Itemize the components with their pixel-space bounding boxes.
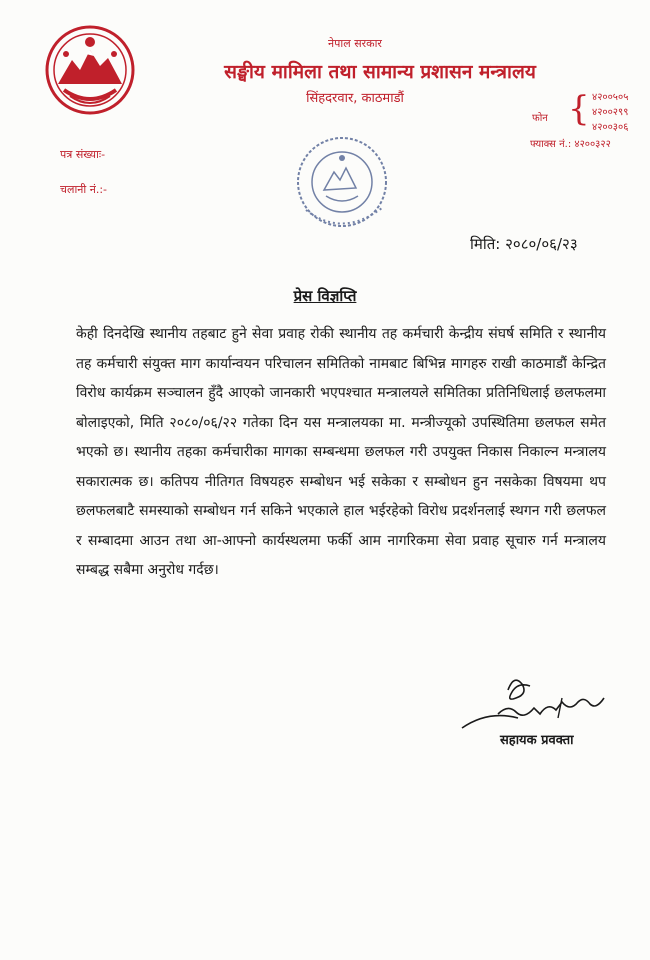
ministry-address: सिंहदरवार, काठमाडौं xyxy=(306,91,404,106)
letter-number-label: पत्र संख्याः- xyxy=(60,148,106,161)
phone-number: ४२००५०५ xyxy=(592,92,629,103)
phone-label: फोन xyxy=(532,113,548,124)
signatory-title: सहायक प्रवक्ता xyxy=(500,733,574,748)
phone-number: ४२००२९९ xyxy=(592,107,629,118)
phone-number: ४२००३०६ xyxy=(592,122,629,133)
ministry-name: सङ्घीय मामिला तथा सामान्य प्रशासन मन्त्रालय xyxy=(224,61,536,83)
phone-numbers xyxy=(592,90,628,135)
press-release-body: केही दिनदेखि स्थानीय तहबाट हुने सेवा प्रवाह रोकी स्थानीय तह कर्मचारी केन्द्रीय संघर्ष समिति र स्थानीय तह कर्मचारी संयुक्त माग कार्यान्वयन परिचालन समितिको नामबाट बिभिन्न मागहरु राखी काठमाडौं केन्द्रित विरोध कार्यक्रम सञ्चालन हुँदै आएको जानकारी भएपश्चात मन्त्रालयले समितिका प्रतिनिधिलाई छलफलमा बोलाइएको, मिति २०८०/०६/२२ गतेका दिन यस मन्त्रालयका मा. मन्त्रीज्यूको उपस्थितिमा छलफल समेत भएको छ। स्थानीय तहका कर्मचारीका मागका सम्बन्धमा छलफल गरी उपयुक्त निकास निकाल्न मन्त्रालय सकारात्मक छ। कतिपय नीतिगत विषयहरु सम्बोधन भई सकेका र सम्बोधन हुन नसकेका विषयमा थप छलफलबाटै समस्याको सम्बोधन गर्न सकिने भएकाले हाल भईरहेको विरोध प्रदर्शनलाई स्थगन गरी छलफल र सम्बादमा आउन तथा आ-आफ्नो कार्यस्थलमा फर्की आम नागरिकमा सेवा प्रवाह सूचारु गर्न मन्त्रालय सम्बद्ध सबैमा अनुरोध गर्दछ। xyxy=(76,326,606,578)
government-label: नेपाल सरकार xyxy=(328,37,382,50)
document-date: मिति: २०८०/०६/२३ xyxy=(470,235,578,253)
fax-number: फ्याक्स नं.: ४२००३२२ xyxy=(530,139,611,150)
brace-icon: { xyxy=(568,89,590,129)
press-release-title: प्रेस विज्ञप्ति xyxy=(293,287,357,305)
signature-icon xyxy=(458,668,618,738)
office-stamp-icon xyxy=(290,130,400,240)
dispatch-number-label: चलानी नं.:- xyxy=(60,183,108,196)
